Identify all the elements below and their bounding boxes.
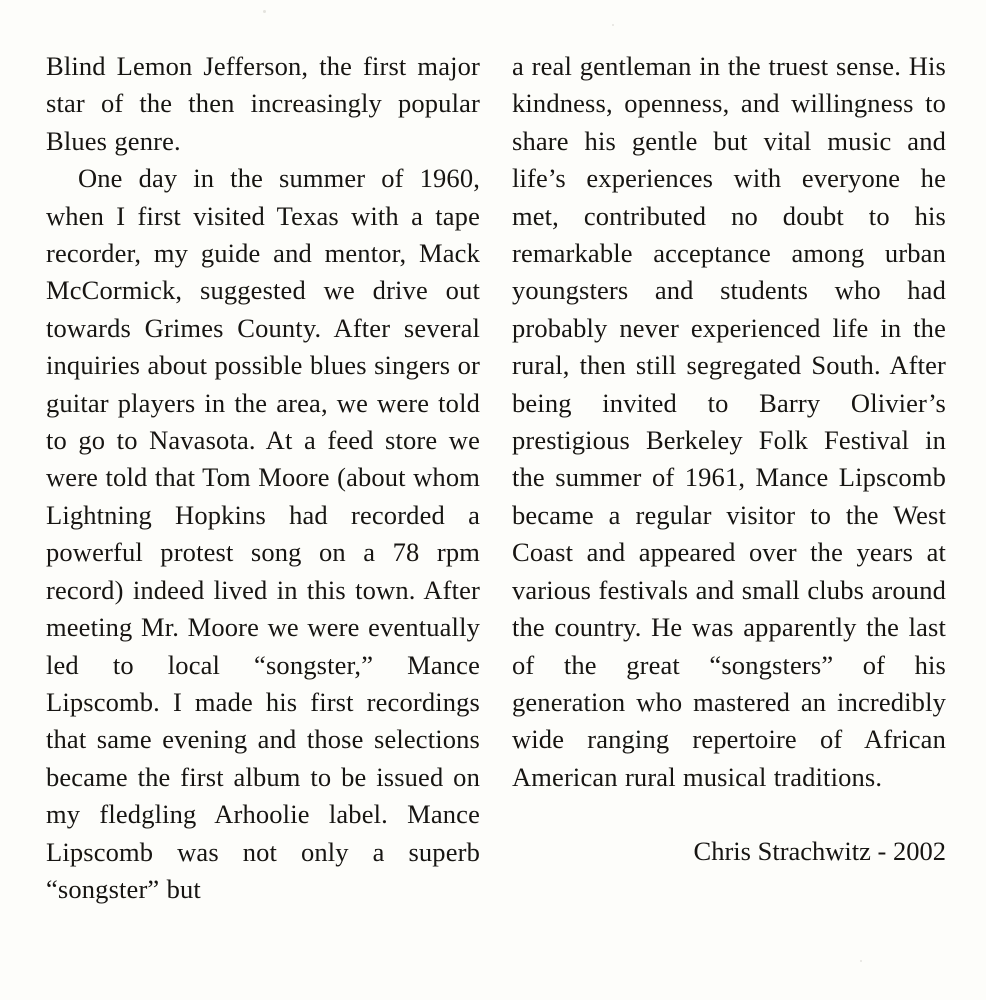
right-column: [512, 48, 946, 908]
left-column: [46, 48, 480, 908]
scan-speckle: [263, 10, 266, 13]
author-signature: Chris Strachwitz - 2002: [693, 836, 946, 867]
paragraph: a real gentleman in the truest sense. His kindness, openness, and willingness to share his gentle but vital music and life’s experiences with everyone he met, contributed no doubt to his remarkable acceptance among urban youngsters and students who had probably never experienced life in the rural, then still segregated South. After being invited to Barry Olivier’s prestigious Berkeley Folk Festival in the summer of 1961, Mance Lipscomb became a regular visitor to the West Coast and appeared over the years at various festivals and small clubs around the country. He was apparently the last of the great “songsters” of his generation who mastered an incredibly wide ranging repertoire of African American rural musical traditions.: [512, 51, 946, 792]
paragraph: Blind Lemon Jefferson, the first major star of the then increasingly popular Blues genre.: [46, 51, 480, 156]
text-columns: [46, 48, 946, 908]
scan-speckle: [860, 960, 862, 962]
scan-speckle: [612, 24, 614, 26]
paragraph: One day in the summer of 1960, when I first visited Texas with a tape recorder, my guide and mentor, Mack McCormick, suggested we drive out towards Grimes County. After several inquiries about possible blues singers or guitar players in the area, we were told to go to Navasota. At a feed store we were told that Tom Moore (about whom Lightning Hopkins had recorded a powerful protest song on a 78 rpm record) indeed lived in this town. After meeting Mr. Moore we were eventually led to local “songster,” Mance Lipscomb. I made his first recordings that same evening and those selections became the first album to be issued on my fledgling Arhoolie label. Mance Lipscomb was not only a superb “songster” but: [46, 163, 480, 904]
